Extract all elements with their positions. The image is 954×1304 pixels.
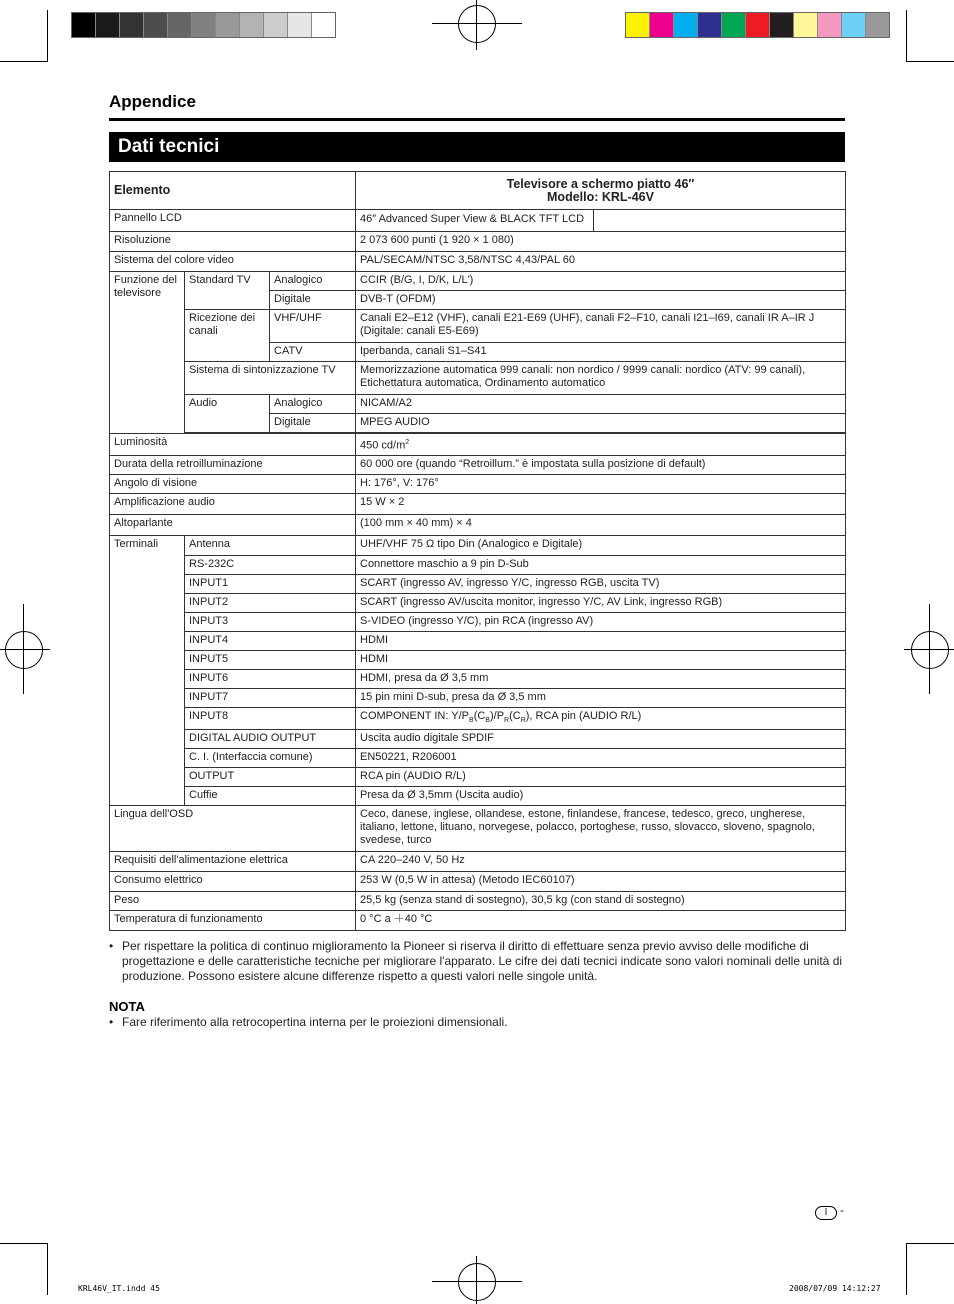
row-value: H: 176°, V: 176° bbox=[356, 474, 846, 493]
table-row bbox=[110, 555, 846, 574]
note-bullet bbox=[109, 1015, 849, 1030]
row-label: Risoluzione bbox=[110, 232, 356, 252]
color-swatch bbox=[312, 13, 335, 37]
row-value: UHF/VHF 75 Ω tipo Din (Analogico e Digitale) bbox=[356, 535, 846, 555]
color-swatch bbox=[746, 13, 770, 37]
bullet-icon: • bbox=[109, 939, 114, 953]
row-value: 0 °C a ＋40 °C bbox=[356, 910, 846, 930]
footer-file: KRL46V_IT.indd 45 bbox=[78, 1284, 160, 1293]
table-row bbox=[110, 455, 846, 474]
color-swatch bbox=[818, 13, 842, 37]
header-product: Televisore a schermo piatto 46″ Modello: KRL-46V bbox=[356, 172, 846, 210]
row-label: Angolo di visione bbox=[110, 474, 356, 493]
row-sublabel: INPUT2 bbox=[185, 593, 356, 612]
page-dash: - bbox=[840, 1203, 844, 1217]
table-row bbox=[110, 232, 846, 252]
table-row bbox=[110, 707, 846, 729]
header-item: Elemento bbox=[110, 172, 356, 210]
table-row bbox=[110, 805, 846, 851]
row-sublabel: Analogico bbox=[270, 272, 356, 291]
row-label: Durata della retroilluminazione bbox=[110, 455, 356, 474]
row-sublabel: C. I. (Interfaccia comune) bbox=[185, 748, 356, 767]
row-sublabel: INPUT3 bbox=[185, 612, 356, 631]
row-value: 253 W (0,5 W in attesa) (Metodo IEC60107) bbox=[356, 871, 846, 891]
table-header-row bbox=[110, 172, 846, 210]
crop-mark bbox=[906, 10, 907, 62]
color-swatch bbox=[120, 13, 144, 37]
row-value: (100 mm × 40 mm) × 4 bbox=[356, 514, 846, 535]
color-swatch bbox=[794, 13, 818, 37]
table-row bbox=[110, 514, 846, 535]
row-sublabel: Standard TV bbox=[185, 272, 270, 310]
section-heading: Appendice bbox=[109, 92, 196, 111]
row-value: Uscita audio digitale SPDIF bbox=[356, 729, 846, 748]
crop-mark bbox=[47, 1243, 48, 1295]
color-swatch bbox=[626, 13, 650, 37]
page-title: Dati tecnici bbox=[118, 136, 220, 157]
row-value: 60 000 ore (quando “Retroillum.” è impostata sulla posizione di default) bbox=[356, 455, 846, 474]
row-sublabel: Analogico bbox=[270, 395, 356, 414]
color-swatch bbox=[674, 13, 698, 37]
row-value: RCA pin (AUDIO R/L) bbox=[356, 767, 846, 786]
crop-mark bbox=[906, 1243, 954, 1244]
row-label: Amplificazione audio bbox=[110, 493, 356, 514]
row-label: Requisiti dell'alimentazione elettrica bbox=[110, 851, 356, 871]
row-value: CA 220–240 V, 50 Hz bbox=[356, 851, 846, 871]
disclaimer-text: Per rispettare la politica di continuo miglioramento la Pioneer si riserva il diritto di effettuare senza previo avviso delle modifiche di progettazione e delle caratteristiche tecniche per migliorare l'apparato. Le cifre dei dati tecnici indicate sono valori nominali delle unità di produzione. Possono esistere alcune differenze rispetto a questi valori nelle singole unità. bbox=[122, 939, 843, 983]
row-label: Luminosità bbox=[110, 434, 356, 456]
color-swatch bbox=[72, 13, 96, 37]
table-row bbox=[110, 474, 846, 493]
color-swatch bbox=[722, 13, 746, 37]
row-sublabel: INPUT5 bbox=[185, 650, 356, 669]
table-row bbox=[110, 535, 846, 555]
row-value: 46″ Advanced Super View & BLACK TFT LCD bbox=[356, 210, 846, 232]
row-value: Presa da Ø 3,5mm (Uscita audio) bbox=[356, 786, 846, 805]
table-row bbox=[110, 688, 846, 707]
row-sublabel: RS-232C bbox=[185, 555, 356, 574]
row-label: Altoparlante bbox=[110, 514, 356, 535]
row-sublabel: VHF/UHF bbox=[270, 310, 356, 343]
table-row bbox=[110, 395, 846, 414]
row-value: COMPONENT IN: $Y/P_B(C_B)/P_R(C_R)$, RCA pin (AUDIO R/L) bbox=[356, 707, 846, 729]
table-row bbox=[110, 210, 846, 232]
table-row bbox=[110, 310, 846, 343]
row-sublabel: Cuffie bbox=[185, 786, 356, 805]
color-swatch bbox=[650, 13, 674, 37]
row-value: CCIR (B/G, I, D/K, L/L') bbox=[356, 272, 846, 291]
color-swatch bbox=[216, 13, 240, 37]
color-swatch bbox=[96, 13, 120, 37]
row-sublabel: Ricezione dei canali bbox=[185, 310, 270, 362]
row-sublabel: INPUT6 bbox=[185, 669, 356, 688]
row-sublabel: DIGITAL AUDIO OUTPUT bbox=[185, 729, 356, 748]
row-label: Peso bbox=[110, 891, 356, 910]
color-swatch bbox=[288, 13, 312, 37]
crop-mark bbox=[906, 61, 954, 62]
row-value: S-VIDEO (ingresso Y/C), pin RCA (ingresso AV) bbox=[356, 612, 846, 631]
table-row bbox=[110, 272, 846, 291]
row-value: 25,5 kg (senza stand di sostegno), 30,5 kg (con stand di sostegno) bbox=[356, 891, 846, 910]
table-row bbox=[110, 871, 846, 891]
row-sublabel: INPUT7 bbox=[185, 688, 356, 707]
color-swatch bbox=[698, 13, 722, 37]
crop-mark bbox=[906, 1243, 907, 1295]
row-value: PAL/SECAM/NTSC 3,58/NTSC 4,43/PAL 60 bbox=[356, 252, 846, 272]
row-sublabel: INPUT4 bbox=[185, 631, 356, 650]
row-label: Sistema del colore video bbox=[110, 252, 356, 272]
table-row bbox=[110, 786, 846, 805]
row-value: HDMI bbox=[356, 650, 846, 669]
row-value: DVB-T (OFDM) bbox=[356, 291, 846, 310]
row-value: NICAM/A2 bbox=[356, 395, 846, 414]
color-swatch bbox=[842, 13, 866, 37]
table-row bbox=[110, 669, 846, 688]
row-sublabel: Digitale bbox=[270, 414, 356, 433]
table-row bbox=[110, 767, 846, 786]
color-swatch bbox=[264, 13, 288, 37]
row-value: Connettore maschio a 9 pin D-Sub bbox=[356, 555, 846, 574]
row-value: Iperbanda, canali S1–S41 bbox=[356, 343, 846, 362]
row-value: SCART (ingresso AV, ingresso Y/C, ingresso RGB, uscita TV) bbox=[356, 574, 846, 593]
row-sublabel: Digitale bbox=[270, 291, 356, 310]
row-sublabel: INPUT8 bbox=[185, 707, 356, 729]
row-value: 15 pin mini D-sub, presa da Ø 3,5 mm bbox=[356, 688, 846, 707]
table-row bbox=[110, 593, 846, 612]
row-label: Lingua dell'OSD bbox=[110, 805, 356, 851]
row-value: 15 W × 2 bbox=[356, 493, 846, 514]
table-row bbox=[110, 362, 846, 395]
grayscale-bar bbox=[71, 12, 336, 38]
row-label: Consumo elettrico bbox=[110, 871, 356, 891]
color-swatch bbox=[866, 13, 889, 37]
crop-mark bbox=[47, 10, 48, 62]
row-value: HDMI bbox=[356, 631, 846, 650]
table-row bbox=[110, 574, 846, 593]
row-value: Memorizzazione automatica 999 canali: non nordico / 9999 canali: nordico (ATV: 99 canali), Etichettatura automatica, Ordinamento automatico bbox=[356, 362, 846, 395]
row-value: 450 $cd/m^2$ bbox=[356, 434, 846, 456]
crop-mark bbox=[0, 1243, 48, 1244]
table-row bbox=[110, 748, 846, 767]
row-sublabel: CATV bbox=[270, 343, 356, 362]
color-swatch bbox=[168, 13, 192, 37]
table-row bbox=[110, 851, 846, 871]
row-sublabel: Sistema di sintonizzazione TV bbox=[185, 362, 356, 395]
table-row bbox=[110, 729, 846, 748]
row-value: 2 073 600 punti (1 920 × 1 080) bbox=[356, 232, 846, 252]
crop-mark bbox=[0, 61, 48, 62]
color-swatch bbox=[770, 13, 794, 37]
row-label: Funzione del televisore bbox=[110, 272, 185, 434]
table-row bbox=[110, 650, 846, 669]
title-bar bbox=[109, 132, 845, 162]
row-sublabel: Antenna bbox=[185, 535, 356, 555]
bullet-icon: • bbox=[109, 1015, 114, 1029]
note-text: Fare riferimento alla retrocopertina interna per le proiezioni dimensionali. bbox=[122, 1015, 508, 1029]
table-row bbox=[110, 631, 846, 650]
row-label: Temperatura di funzionamento bbox=[110, 910, 356, 930]
table-row bbox=[110, 252, 846, 272]
row-value: EN50221, R206001 bbox=[356, 748, 846, 767]
row-value: MPEG AUDIO bbox=[356, 414, 846, 433]
page-number: I bbox=[815, 1206, 837, 1220]
disclaimer-bullet bbox=[109, 939, 849, 984]
row-sublabel: Audio bbox=[185, 395, 270, 433]
row-value: Canali E2–E12 (VHF), canali E21-E69 (UHF), canali F2–F10, canali I21–I69, canali IR A–IR J (Digitale: canali E5-E69) bbox=[356, 310, 846, 343]
table-row bbox=[110, 891, 846, 910]
table-row bbox=[110, 434, 846, 456]
row-value: Ceco, danese, inglese, ollandese, estone, finlandese, francese, tedesco, greco, ungherese, italiano, lettone, lituano, norvegese, polacco, portoghese, russo, slovacco, sloveno, spagnolo, svedese, turco bbox=[356, 805, 846, 851]
row-sublabel: INPUT1 bbox=[185, 574, 356, 593]
row-sublabel: OUTPUT bbox=[185, 767, 356, 786]
table-row bbox=[110, 910, 846, 930]
table-row bbox=[110, 493, 846, 514]
color-bar bbox=[625, 12, 890, 38]
table-row bbox=[110, 612, 846, 631]
note-heading: NOTA bbox=[109, 999, 145, 1014]
color-swatch bbox=[240, 13, 264, 37]
row-value: HDMI, presa da Ø 3,5 mm bbox=[356, 669, 846, 688]
heading-rule bbox=[109, 118, 845, 121]
color-swatch bbox=[144, 13, 168, 37]
row-value: SCART (ingresso AV/uscita monitor, ingresso Y/C, AV Link, ingresso RGB) bbox=[356, 593, 846, 612]
row-label: Terminali bbox=[110, 535, 185, 805]
footer-date: 2008/07/09 14:12:27 bbox=[789, 1284, 881, 1293]
spec-table bbox=[109, 171, 846, 931]
color-swatch bbox=[192, 13, 216, 37]
row-label: Pannello LCD bbox=[110, 210, 356, 232]
